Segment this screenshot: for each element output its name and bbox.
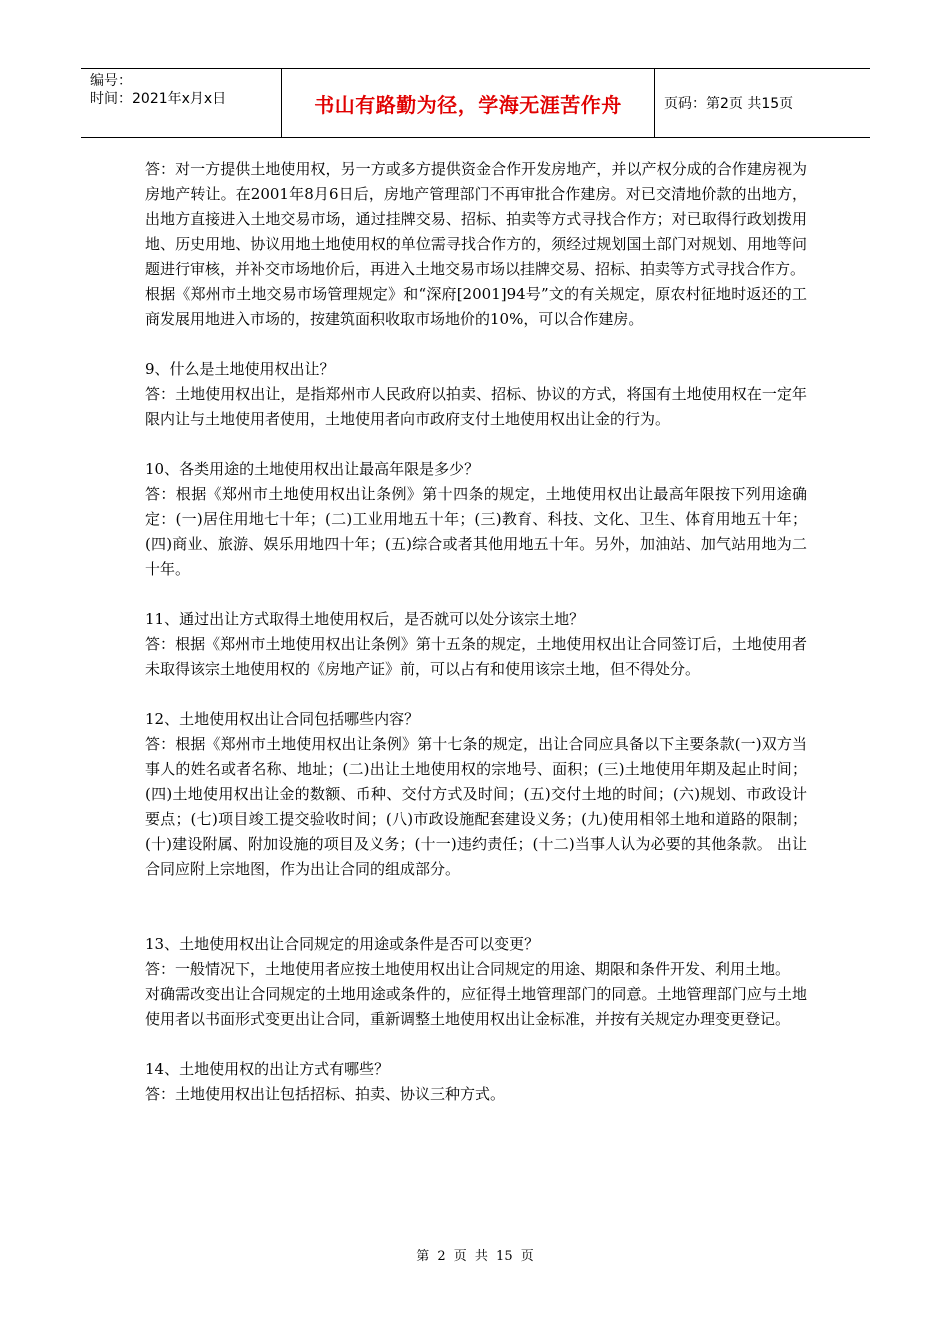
document-number-label: 编号： bbox=[90, 73, 132, 89]
section-question-13 bbox=[145, 932, 807, 1032]
paragraph: 答：对一方提供土地使用权，另一方或多方提供资金合作开发房地产，并以产权分成的合作建房视为房地产转让。在2001年8月6日后，房地产管理部门不再审批合作建房。对已交清地价款的出地方，出地方直接进入土地交易市场，通过挂牌交易、招标、拍卖等方式寻找合作方；对已取得行政划拨用地、历史用地、协议用地土地使用权的单位需寻找合作方的，须经过规划国土部门对规划、用地等问题进行审核，并补交市场地价后，再进入土地交易市场以挂牌交易、招标、拍卖等方式寻找合作方。 bbox=[145, 160, 807, 278]
page-header bbox=[81, 68, 870, 138]
document-body bbox=[145, 157, 807, 1132]
header-meta bbox=[81, 69, 282, 137]
section-question-14 bbox=[145, 1057, 807, 1107]
question-heading: 11、通过出让方式取得土地使用权后，是否就可以处分该宗土地？ bbox=[145, 610, 585, 628]
document-date-label: 时间：2021年x月x日 bbox=[90, 91, 227, 107]
question-heading: 12、土地使用权出让合同包括哪些内容？ bbox=[145, 710, 420, 728]
question-heading: 10、各类用途的土地使用权出让最高年限是多少？ bbox=[145, 460, 480, 478]
page-footer: 第 2 页 共 15 页 bbox=[416, 1249, 534, 1264]
question-heading: 9、什么是土地使用权出让？ bbox=[145, 360, 335, 378]
section-question-10 bbox=[145, 457, 807, 582]
section-cooperative-building bbox=[145, 157, 807, 332]
header-page-number: 页码：第2页 共15页 bbox=[664, 96, 794, 112]
answer-paragraph: 答：土地使用权出让，是指郑州市人民政府以拍卖、招标、协议的方式，将国有土地使用权在一定年限内让与土地使用者使用，土地使用者向市政府支付土地使用权出让金的行为。 bbox=[145, 385, 807, 428]
answer-paragraph: 对确需改变出让合同规定的土地用途或条件的，应征得土地管理部门的同意。土地管理部门应与土地使用者以书面形式变更出让合同，重新调整土地使用权出让金标准，并按有关规定办理变更登记。 bbox=[145, 985, 807, 1028]
paragraph: 根据《郑州市土地交易市场管理规定》和“深府[2001]94号”文的有关规定，原农村征地时返还的工商发展用地进入市场的，按建筑面积收取市场地价的10%，可以合作建房。 bbox=[145, 285, 807, 328]
question-heading: 13、土地使用权出让合同规定的用途或条件是否可以变更？ bbox=[145, 935, 540, 953]
answer-paragraph: 答：根据《郑州市土地使用权出让条例》第十七条的规定，出让合同应具备以下主要条款(一)双方当事人的姓名或者名称、地址；(二)出让土地使用权的宗地号、面积；(三)土地使用年期及起止时间；(四)土地使用权出让金的数额、币种、交付方式及时间；(五)交付土地的时间；(六)规划、市政设计要点；(七)项目竣工提交验收时间；(八)市政设施配套建设义务；(九)使用相邻土地和道路的限制；(十)建设附属、附加设施的项目及义务；(十一)违约责任；(十二)当事人认为必要的其他条款。 出让合同应附上宗地图，作为出让合同的组成部分。 bbox=[145, 735, 807, 878]
answer-paragraph: 答：根据《郑州市土地使用权出让条例》第十四条的规定，土地使用权出让最高年限按下列用途确定：(一)居住用地七十年；(二)工业用地五十年；(三)教育、科技、文化、卫生、体育用地五十年； (四)商业、旅游、娱乐用地四十年；(五)综合或者其他用地五十年。另外，加油站、加气站用地为二十年。 bbox=[145, 485, 807, 578]
header-motto: 书山有路勤为径，学海无涯苦作舟 bbox=[282, 69, 655, 137]
section-question-9 bbox=[145, 357, 807, 432]
section-question-12 bbox=[145, 707, 807, 882]
answer-paragraph: 答：根据《郑州市土地使用权出让条例》第十五条的规定，土地使用权出让合同签订后，土地使用者未取得该宗土地使用权的《房地产证》前，可以占有和使用该宗土地，但不得处分。 bbox=[145, 635, 807, 678]
answer-paragraph: 答：一般情况下，土地使用者应按土地使用权出让合同规定的用途、期限和条件开发、利用土地。 bbox=[145, 960, 791, 978]
answer-paragraph: 答：土地使用权出让包括招标、拍卖、协议三种方式。 bbox=[145, 1085, 506, 1103]
section-question-11 bbox=[145, 607, 807, 682]
question-heading: 14、土地使用权的出让方式有哪些？ bbox=[145, 1060, 390, 1078]
